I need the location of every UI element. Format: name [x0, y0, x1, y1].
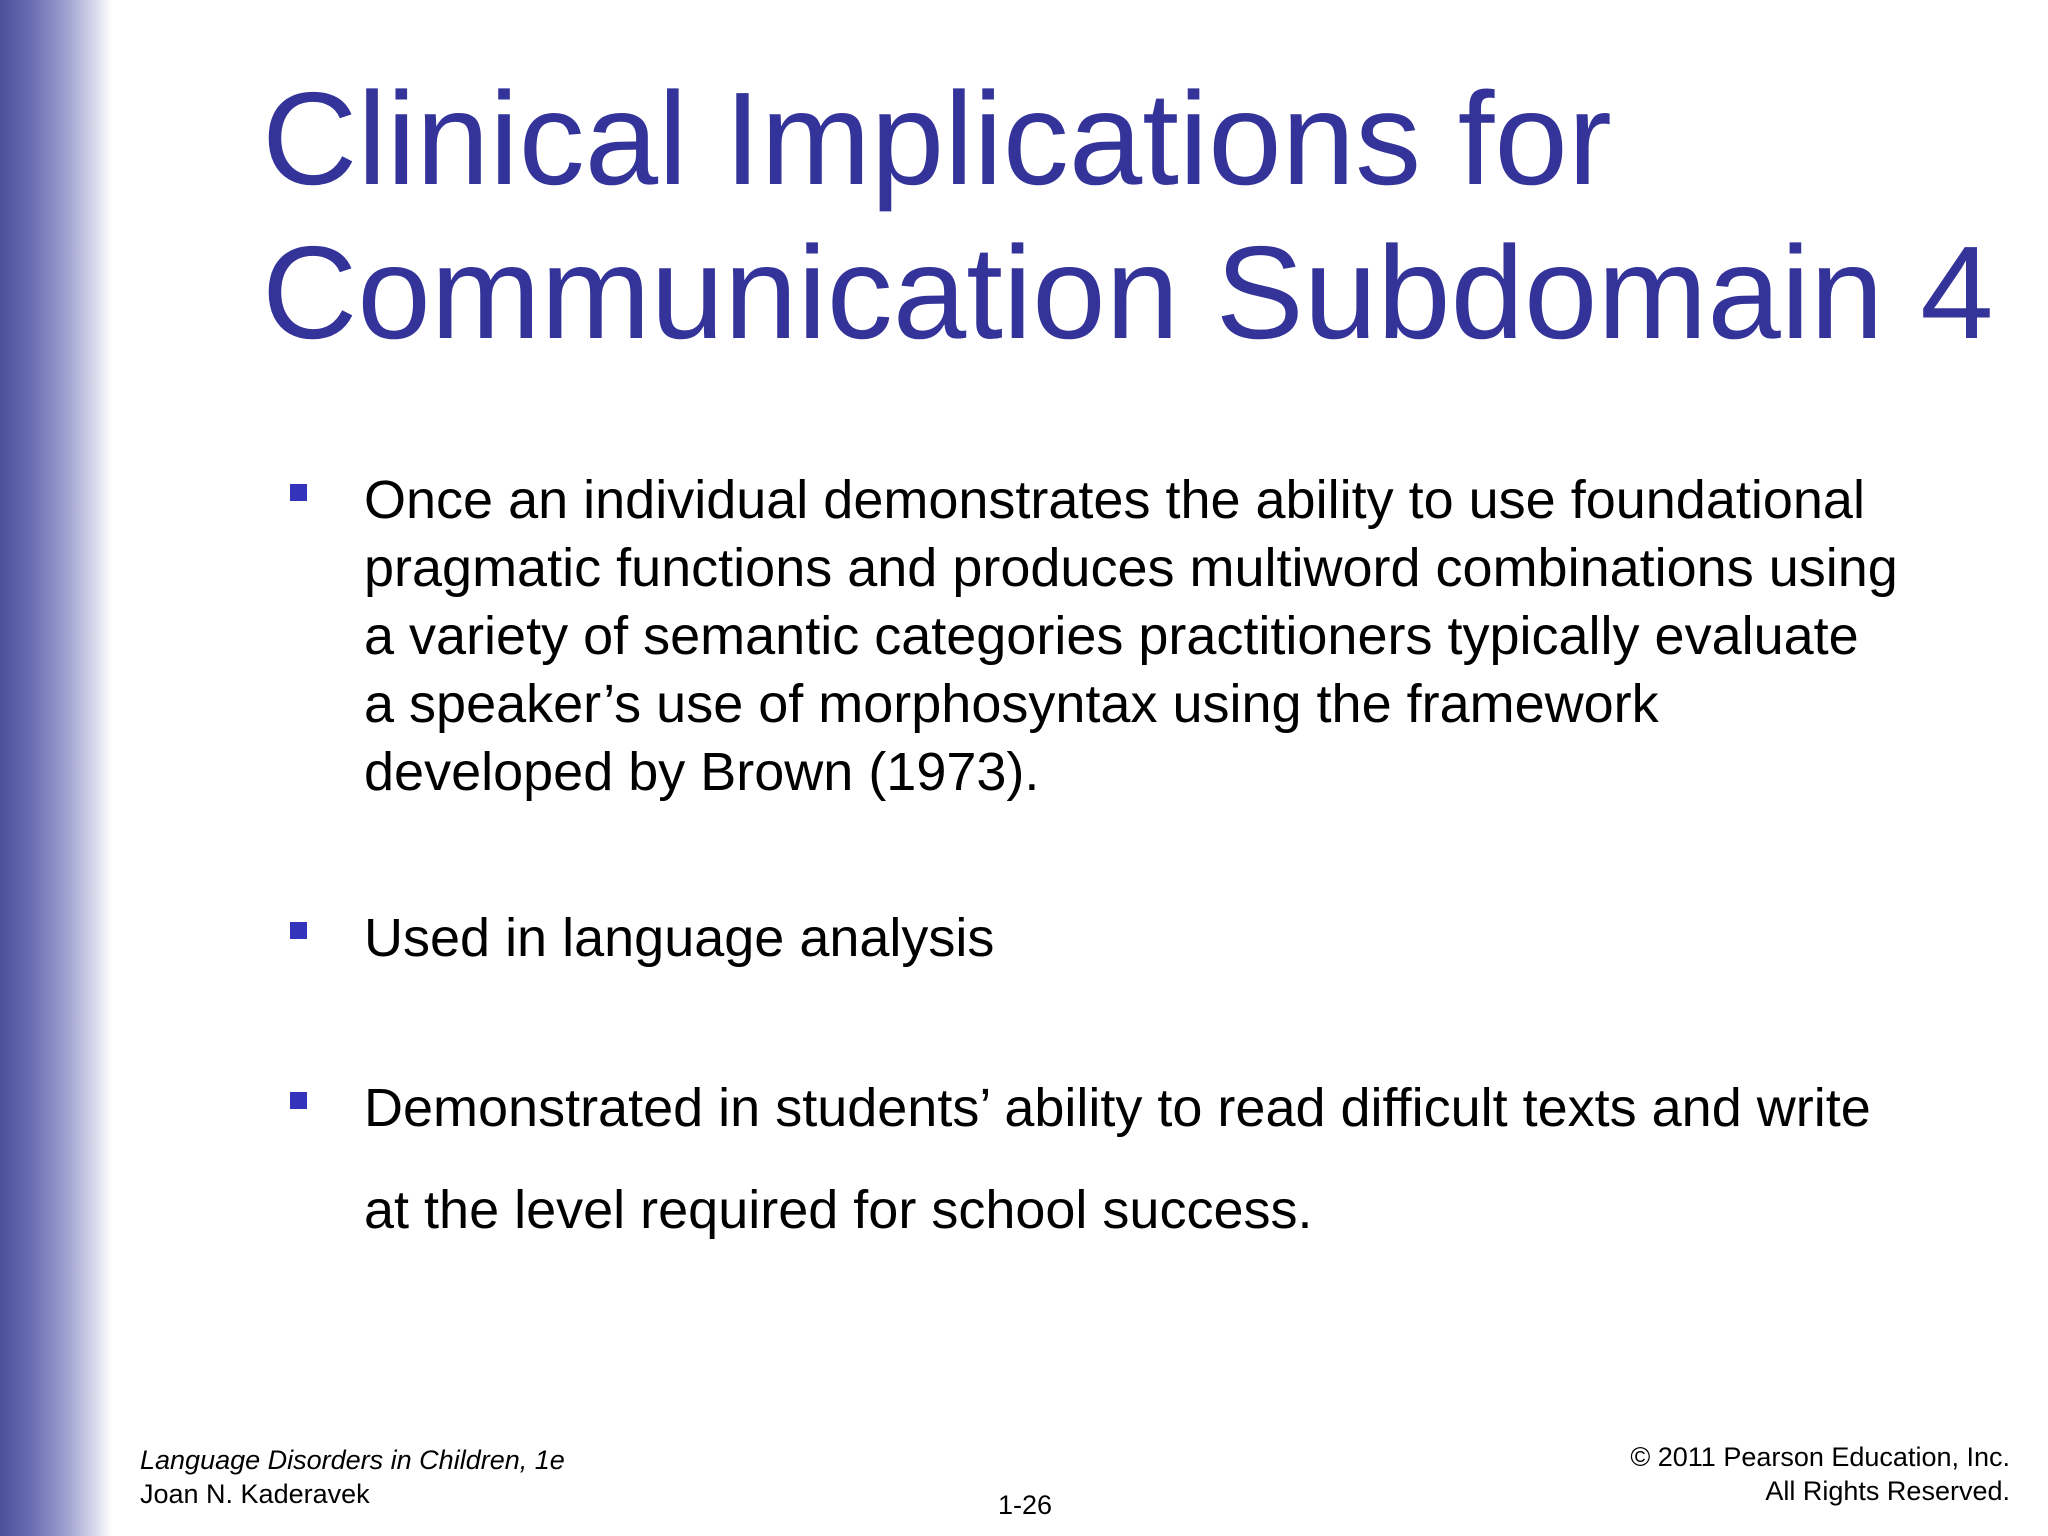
slide-title: [262, 62, 1994, 370]
side-gradient-band: [0, 0, 112, 1536]
slide-title-line-1: Clinical Implications for: [262, 65, 1612, 212]
bullet-text-1: [364, 466, 2024, 806]
footer-book-title: Language Disorders in Children, 1e: [140, 1445, 565, 1475]
bullet-1-line-2: pragmatic functions and produces multiword combinations using: [364, 538, 1898, 598]
square-bullet-icon: [290, 1092, 307, 1109]
bullet-1-line-5: developed by Brown (1973).: [364, 742, 1040, 802]
rights-line: All Rights Reserved.: [1765, 1476, 2010, 1506]
bullet-2-line-1: Used in language analysis: [364, 908, 995, 968]
bullet-1-line-4: a speaker’s use of morphosyntax using the framework: [364, 674, 1659, 734]
footer-copyright: [1630, 1440, 2010, 1508]
bullet-text-3: [364, 1074, 2024, 1256]
footer-author: Joan N. Kaderavek: [140, 1479, 370, 1509]
page-number: 1-26: [997, 1490, 1053, 1520]
bullet-text-2: [364, 904, 2024, 972]
square-bullet-icon: [290, 484, 307, 501]
bullet-1-line-1: Once an individual demonstrates the ability to use foundational: [364, 470, 1865, 530]
bullet-1-line-3: a variety of semantic categories practitioners typically evaluate: [364, 606, 1859, 666]
slide-title-line-2: Communication Subdomain 4: [262, 219, 1994, 366]
bullet-3-line-2: at the level required for school success.: [364, 1180, 1313, 1240]
footer-book-info: [140, 1443, 565, 1511]
square-bullet-icon: [290, 922, 307, 939]
copyright-line: © 2011 Pearson Education, Inc.: [1630, 1442, 2010, 1472]
bullet-3-line-1: Demonstrated in students’ ability to read difficult texts and write: [364, 1078, 1871, 1138]
